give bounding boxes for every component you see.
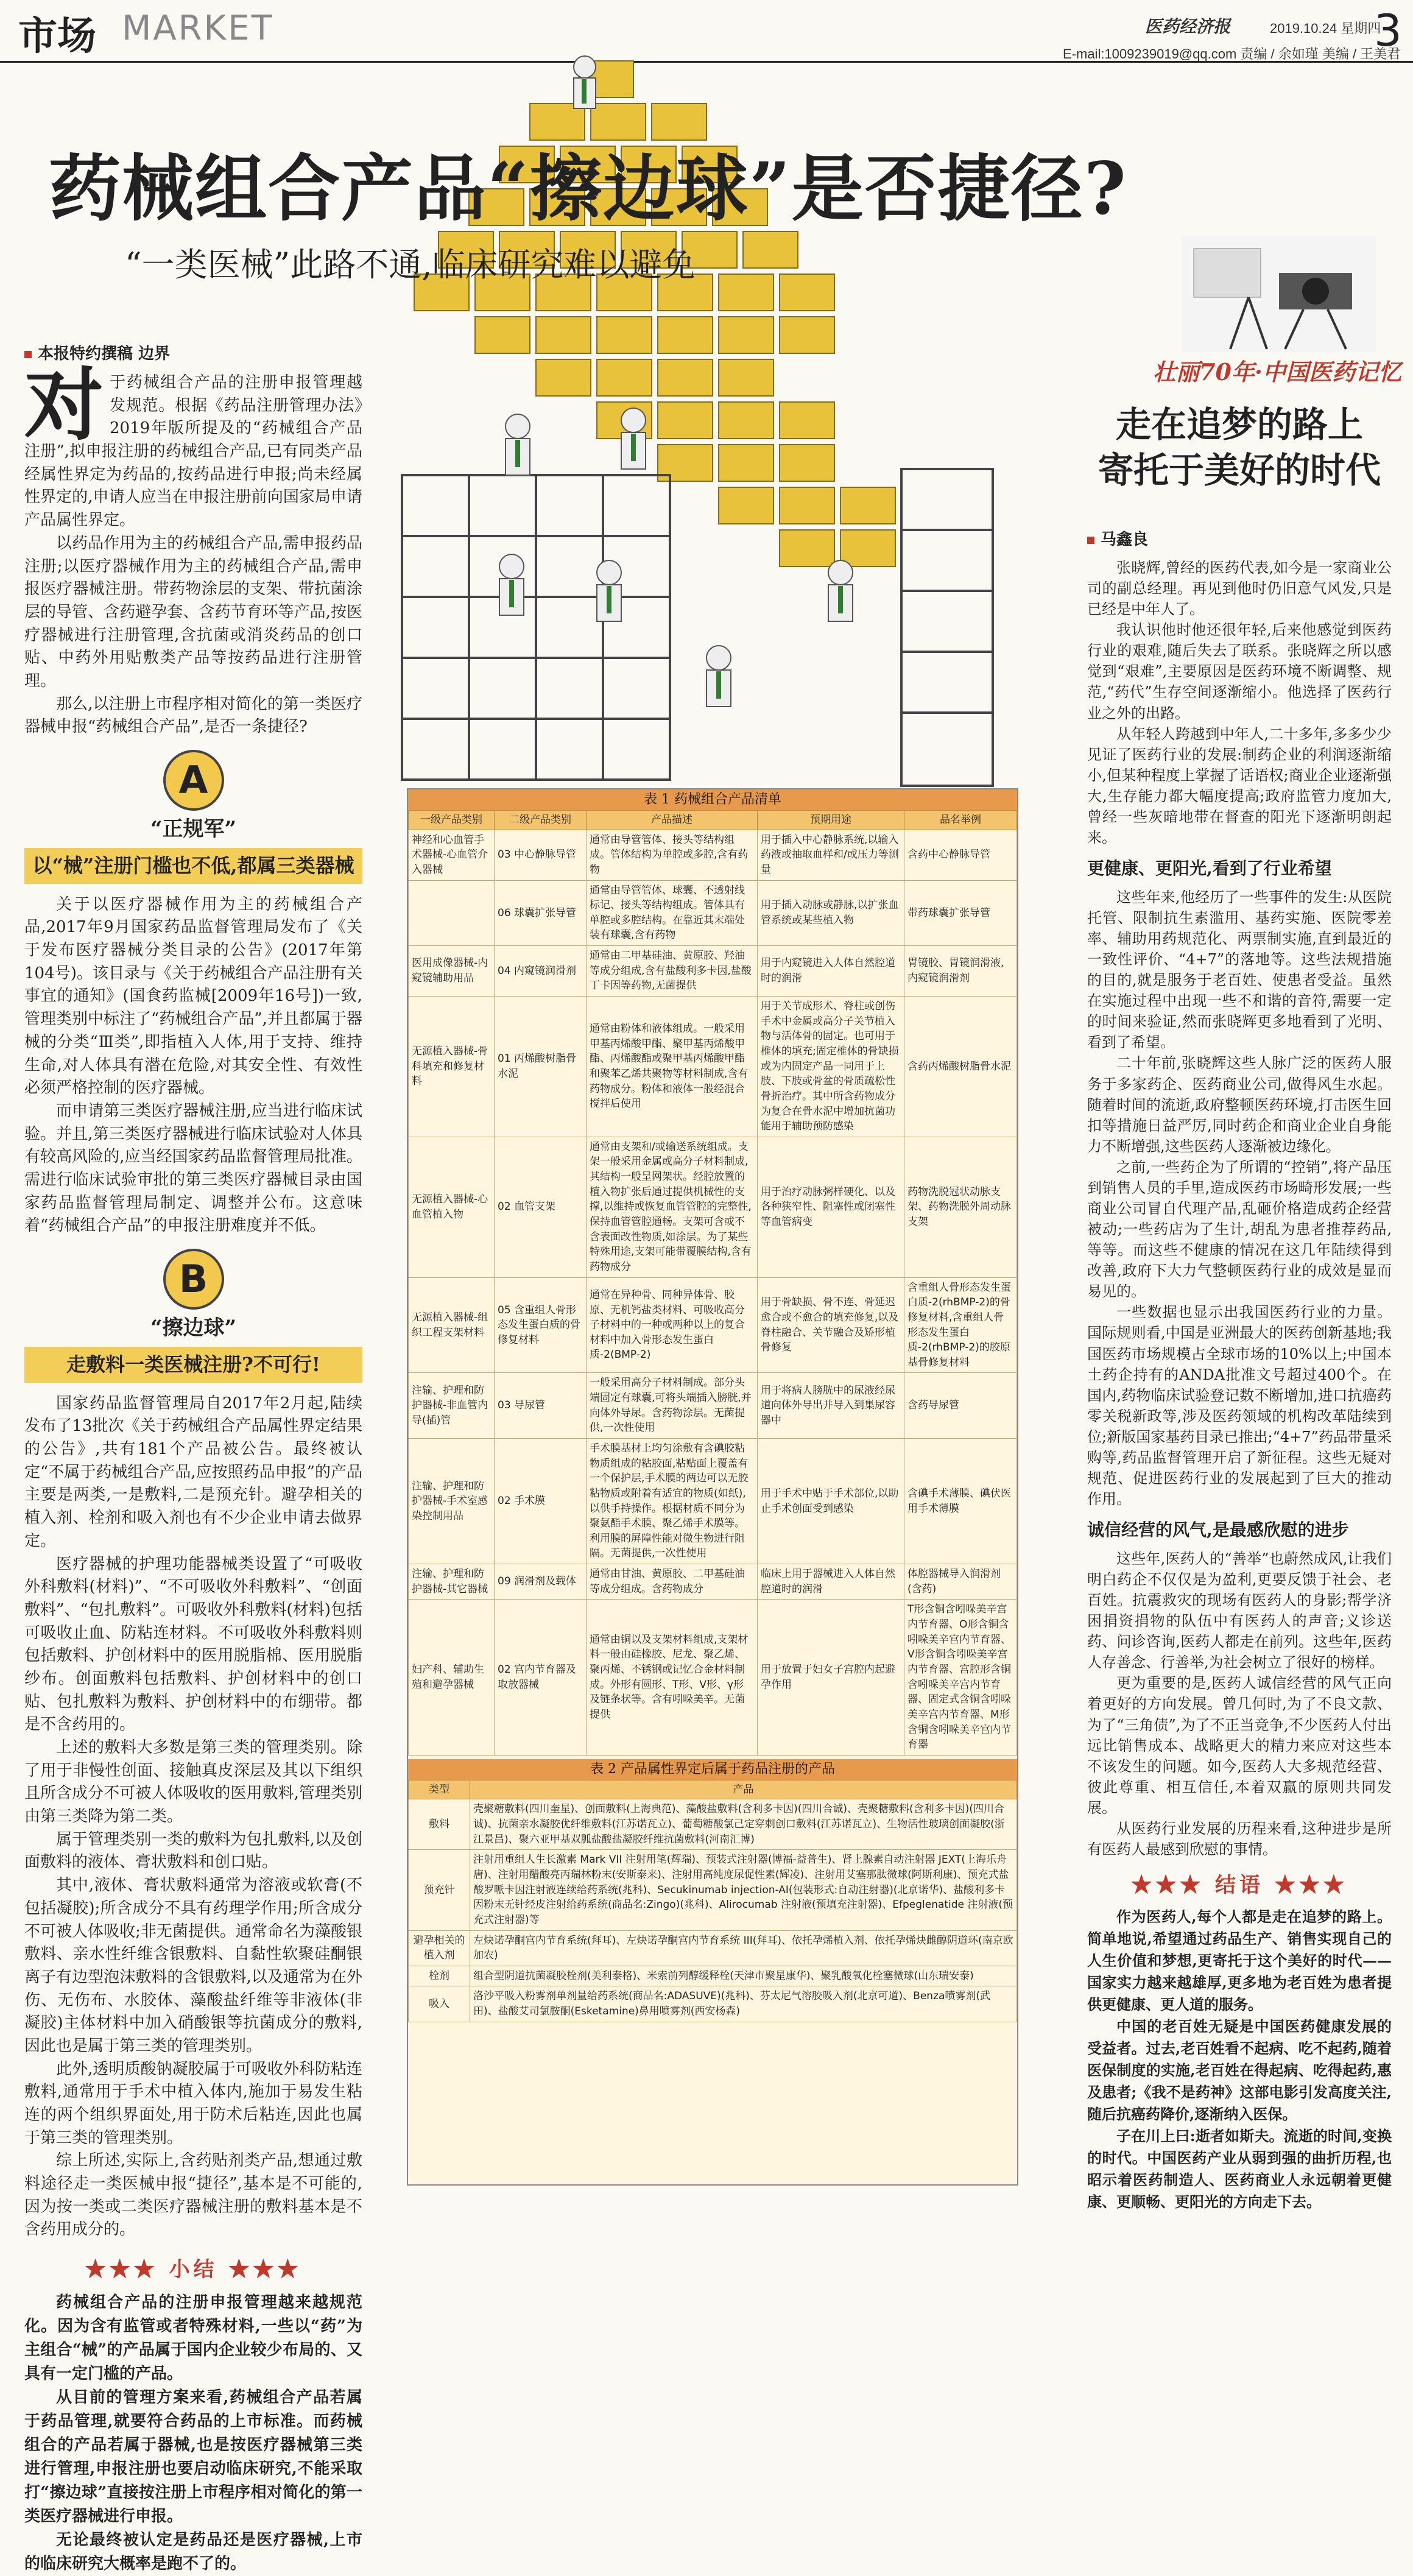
right-paragraph: 张晓辉,曾经的医药代表,如今是一家商业公司的副总经理。再见到他时仍旧意气风发,只是已经是中年人了。 — [1087, 559, 1392, 618]
right-paragraph: 从医药行业发展的历程来看,这种进步是所有医药人最感到欣慰的事情。 — [1087, 1819, 1392, 1858]
table-cell: 用于插入动脉或静脉,以扩张血管系统或某些植入物 — [758, 880, 904, 946]
table-row — [409, 1600, 1017, 1755]
right-paragraph: 一些数据也显示出我国医药行业的力量。国际规则看,中国是亚洲最大的医药创新基地;我国医药市场规模占全球市场的10%以上;中国本土药企持有的ANDA批准文号超过400个。在国内,药物临床试验登记数不断增加,进口抗癌药零关税新政等,涉及医药领域的机构改革陆续到位;新版国家基药目录已推出;“4+7”药品带量采购等,药品监督管理开启了新征程。这些无疑对规范、促进医药行业的发展起到了巨大的推动作用。 — [1087, 1304, 1392, 1508]
summary-paragraph: 无论最终被认定是药品还是医疗器械,上市的临床研究大概率是跑不了的。 — [24, 2531, 362, 2574]
table-cell: 通常由导管管体、球囊、不透射线标记、接头等结构组成。管体具有单腔或多腔结构。在靠近其末端处装有球囊,含有药物 — [587, 880, 758, 946]
table-cell — [409, 880, 495, 946]
table-cell: 03 导尿管 — [495, 1373, 587, 1439]
section-b-badge: B — [163, 1249, 224, 1310]
table-cell: 02 宫内节育器及取放器械 — [495, 1600, 587, 1755]
table-cell: 含药导尿管 — [904, 1373, 1017, 1439]
table-cell: 用于放置于妇女子宫腔内起避孕作用 — [758, 1600, 904, 1755]
section-b-paragraph: 属于管理类别一类的敷料为包扎敷料,以及创面敷料的液体、膏状敷料和创口贴。 — [24, 1830, 362, 1872]
table-cell: 神经和心血管手术器械-心血管介入器械 — [409, 830, 495, 880]
table-cell: 临床上用于器械进入人体自然腔道时的润滑 — [758, 1564, 904, 1600]
table-cell: 06 球囊扩张导管 — [495, 880, 587, 946]
table-cell: 通常由粉体和液体组成。一般采用甲基丙烯酸甲酯、聚甲基丙烯酸甲酯、丙烯酸酯或聚甲基丙烯酸甲酯和聚苯乙烯共聚物等材料制成,含有药物成分。粉体和液体一般经混合搅拌后使用 — [587, 997, 758, 1137]
table-cell: 无源植入器械-心血管植入物 — [409, 1137, 495, 1277]
section-b-title: “擦边球” — [150, 1316, 237, 1340]
table-cell: 含碘手术薄膜、碘伏医用手术薄膜 — [904, 1438, 1017, 1564]
table-row — [409, 1277, 1017, 1373]
section-a-badge: A — [163, 750, 224, 811]
table-cell: 胃镜胶、胃镜润滑液,内窥镜润滑剂 — [904, 946, 1017, 997]
newspaper-name: 医药经济报 — [1145, 16, 1231, 37]
table-row — [409, 830, 1017, 880]
sub-headline: “一类医械”此路不通,临床研究难以避免 — [125, 245, 696, 284]
right-paragraph: 从年轻人跨越到中年人,二十多年,多多少少见证了医药行业的发展:制药企业的利润逐渐缩小,但某种程度上掌握了话语权;商业企业逐渐强大,生存能力都大幅度提高;政府监管力度加大,曾经一些灰暗地带在督查的阳光下逐渐明朗起来。 — [1087, 725, 1392, 847]
table-cell: 通常由甘油、黄原胶、二甲基硅油等成分组成。含药物成分 — [587, 1564, 758, 1600]
table-cell: 含药丙烯酸树脂骨水泥 — [904, 997, 1017, 1137]
section-b-paragraph: 此外,透明质酸钠凝胶属于可吸收外科防粘连敷料,通常用于手术中植入体内,施加于易发生粘连的两个组织界面处,用于防术后粘连,因此也属于第三类的管理类别。 — [24, 2059, 362, 2147]
table-cell: 02 手术膜 — [495, 1438, 587, 1564]
table-cell: 吸入 — [409, 1986, 470, 2022]
right-title-line: 寄托于美好的时代 — [1098, 450, 1381, 492]
table-cell: 无源植入器械-组织工程支架材料 — [409, 1277, 495, 1373]
table-row — [409, 997, 1017, 1137]
section-name: 市场 — [18, 14, 96, 59]
vintage-camera-photo — [1182, 236, 1376, 352]
table-cell: 通常在异种骨、同种异体骨、胶原、无机钙盐类材料、可吸收高分子材料中的一种或两种以上的复合材料中加入骨形态发生蛋白质-2(BMP-2) — [587, 1277, 758, 1373]
byline: 本报特约撰稿 边界 — [24, 341, 170, 364]
table1-title: 表 1 药械组合产品清单 — [408, 789, 1017, 810]
column-header: 二级产品类别 — [495, 811, 587, 830]
table-row — [409, 1373, 1017, 1439]
table-row — [409, 1137, 1017, 1277]
table-cell: 注输、护理和防护器械-手术室感染控制用品 — [409, 1438, 495, 1564]
ending-title: ★★★ 结语 ★★★ — [1131, 1873, 1348, 1898]
table-cell: 通常由二甲基硅油、黄原胶、羟油等成分组成,含有盐酸利多卡因,盐酸丁卡因等药物,无菌提供 — [587, 946, 758, 997]
intro-paragraph-2: 以药品作用为主的药械组合产品,需申报药品注册;以医疗器械作用为主的药械组合产品,需申报医疗器械注册。带药物涂层的支架、带抗菌涂层的导管、含药避孕套、含药节育环等产品,按医疗器械进行注册管理,含抗菌或消炎药品的创口贴、中药外用贴敷类产品等按药品进行注册管理。 — [24, 534, 362, 690]
table-cell: 壳聚糖敷料(四川奎星)、创面敷料(上海典范)、藻酸盐敷料(含利多卡因)(四川合诚)、壳聚糖敷料(含利多卡因)(四川合诚)、抗菌亲水凝胶优纤维敷料(江苏诺瓦立)、葡萄糖酸氯己定穿刺创口敷料(江苏诺瓦立)、生物活性玻璃创面凝胶(浙江景昌)、聚六亚甲基双胍盐酸盐凝胶纤维抗菌敷料(河南汇博) — [470, 1799, 1017, 1850]
right-paragraph: 这些年来,他经历了一些事件的发生:从医院托管、限制抗生素滥用、基药实施、医院零差率、辅助用药规范化、两票制实施,直到最近的一致性评价、“4+7”的落地等。这些法规措施的目的,就是服务于老百姓、使患者受益。虽然在实施过程中出现一些不和谐的音符,需要一定的时间来验证,然而张晓辉更多地看到了光明、看到了希望。 — [1087, 888, 1392, 1051]
column-header: 品名举例 — [904, 811, 1017, 830]
right-byline: 马鑫良 — [1087, 527, 1148, 549]
table-cell: 一般采用高分子材料制成。部分头端固定有球囊,可将头端插入膀胱,并向体外导尿。含药物涂层。无菌提供,一次性使用 — [587, 1373, 758, 1439]
column-header: 一级产品类别 — [409, 811, 495, 830]
section-a-banner: 以“械”注册门槛也不低,都属三类器械 — [24, 848, 362, 883]
table-cell: 用于内窥镜进入人体自然腔道时的润滑 — [758, 946, 904, 997]
table-row — [409, 1966, 1017, 1986]
table-cell: 09 润滑剂及载体 — [495, 1564, 587, 1600]
right-paragraph: 之前,一些药企为了所谓的“控销”,将产品压到销售人员的手里,造成医药市场畸形发展;一些商业公司冒自代理产品,乱砸价格造成药企经营被动;一些药店为了生计,胡乱为患者推荐药品,等等。而这些不健康的情况在这几年陆续得到改善,政府下大力气整顿医药行业的成效是显而易见的。 — [1087, 1158, 1392, 1300]
section-b-paragraph: 上述的敷料大多数是第三类的管理类别。除了用于非慢性创面、接触真皮深层及其以下组织且所含成分不可被人体吸收的医用敷料,管理类别由第三类降为第二类。 — [24, 1738, 362, 1826]
section-b-paragraph: 综上所述,实际上,含药贴剂类产品,想通过敷料途径走一类医械申报“捷径”,基本是不可能的,因为按一类或二类医疗器械注册的敷料基本是不含药用成分的。 — [24, 2151, 362, 2239]
section-b-paragraph: 医疗器械的护理功能器械类设置了“可吸收外科敷料(材料)”、“不可吸收外科敷料”、“创面敷料”、“包扎敷料”。可吸收外科敷料(材料)包括可吸收止血、防粘连材料。不可吸收外科敷料则包括敷料、护创材料中的医用脱脂棉、医用脱脂纱布。创面敷料包括敷料、护创材料中的创口贴、包扎敷料为敷料、护创材料中的布绷带。都是不含药用的。 — [24, 1554, 362, 1734]
right-title-line: 走在追梦的路上 — [1115, 404, 1363, 445]
table-cell: 05 含重组人骨形态发生蛋白质的骨修复材料 — [495, 1277, 587, 1373]
section-name-english: MARKET — [122, 9, 274, 48]
table-cell: T形含铜含吲哚美辛宫内节育器、O形含铜含吲哚美辛宫内节育器、V形含铜含吲哚美辛宫内节育器、宫腔形含铜含吲哚美辛宫内节育器、固定式含铜含吲哚美辛宫内节育器、M形含铜含吲哚美辛宫内节育器 — [904, 1600, 1017, 1755]
table-row — [409, 1930, 1017, 1966]
table-cell: 03 中心静脉导管 — [495, 830, 587, 880]
column-header: 类型 — [409, 1780, 470, 1799]
table-cell: 用于关节成形术、脊柱或创伤手术中金属或高分子关节植入物与活体骨的固定。也可用于椎体的填充;固定椎体的骨缺损或为内固定产品一同用于上肢、下肢或骨盆的骨质疏松性骨折治疗。其中所含药物成分为复合在骨水泥中增加抗菌功能用于辅助预防感染 — [758, 997, 904, 1137]
right-column — [1087, 557, 1392, 2213]
table2 — [408, 1780, 1017, 2022]
table-row — [409, 1799, 1017, 1850]
column-header: 产品描述 — [587, 811, 758, 830]
table-cell: 用于手术中贴于手术部位,以助止手术创面受到感染 — [758, 1438, 904, 1564]
table-cell: 用于插入中心静脉系统,以输入药液或抽取血样和/或压力等测量 — [758, 830, 904, 880]
summary-paragraph: 从目前的管理方案来看,药械组合产品若属于药品管理,就要符合药品的上市标准。而药械组合的产品若属于器械,也是按医疗器械第三类进行管理,申报注册也要启动临床研究,不能采取打“擦边球”直接按注册上市程序相对简化的第一类医疗器械进行申报。 — [24, 2388, 362, 2526]
table1 — [408, 810, 1017, 1756]
table-cell: 带药球囊扩张导管 — [904, 880, 1017, 946]
issue-date: 2019.10.24 星期四 — [1270, 21, 1381, 36]
table-cell: 体腔器械导入润滑剂(含药) — [904, 1564, 1017, 1600]
table-cell: 含重组人骨形态发生蛋白质-2(rhBMP-2)的骨修复材料,含重组人骨形态发生蛋白质-2(rhBMP-2)的胶原基骨修复材料 — [904, 1277, 1017, 1373]
left-column — [24, 358, 362, 2576]
table-cell: 药物洗脱冠状动脉支架、药物洗脱外周动脉支架 — [904, 1137, 1017, 1277]
table-cell: 用于治疗动脉粥样硬化、以及各种狭窄性、阻塞性或闭塞性等血管病变 — [758, 1137, 904, 1277]
ending-paragraph: 作为医药人,每个人都是走在追梦的路上。简单地说,希望通过药品生产、销售实现自己的人生价值和梦想,更寄托于这个美好的时代——国家实力越来越雄厚,更多地为老百姓为患者提供更健康、更人道的服务。 — [1087, 1908, 1392, 2014]
section-b-banner: 走敷料一类医械注册?不可行! — [24, 1347, 362, 1382]
table-cell: 通常由支架和/或输送系统组成。支架一般采用金属或高分子材料制成,其结构一般呈网架状。经腔放置的植入物扩张后通过提供机械性的支撑,以维持或恢复血管管腔的完整性,保持血管管腔通畅。支架可含或不含表面改性物质,如涂层。为了某些特殊用途,支架可能带覆膜结构,含有药物成分 — [587, 1137, 758, 1277]
table-row — [409, 880, 1017, 946]
table-cell: 左炔诺孕酮宫内节育系统(拜耳)、左炔诺孕酮宫内节育系统 III(拜耳)、依托孕烯植入剂、依托孕烯炔雌醇阴道环(南京欧加农) — [470, 1930, 1017, 1966]
right-paragraph: 二十年前,张晓辉这些人脉广泛的医药人服务于多家药企、医药商业公司,做得风生水起。随着时间的流逝,政府整顿医药环境,打击医生回扣等措施日益严厉,同时药企和商业企业自身能力不断增强,这些医药人逐渐被边缘化。 — [1087, 1054, 1392, 1155]
section-b-paragraph: 其中,液体、膏状敷料通常为溶液或软膏(不包括凝胶);所含成分不具有药理学作用;所含成分不可被人体吸收;非无菌提供。通常命名为藻酸银敷料、亲水性纤维含银敷料、自黏性软聚硅酮银离子有边型泡沫敷料的含银敷料,以及通常为在外伤、无伤布、水胶体、藻酸盐纤维等非液体(非凝胶)主体材料中加入硝酸银等抗菌成分的敷料,因此也是属于第三类的管理类别。 — [24, 1876, 362, 2055]
table-cell: 妇产科、辅助生殖和避孕器械 — [409, 1600, 495, 1755]
table-cell: 避孕相关的植入剂 — [409, 1930, 470, 1966]
table-cell: 洛沙平吸入粉雾剂单剂量给药系统(商品名:ADASUVE)(兆科)、芬太尼气溶胶吸入剂(北京可道)、Benza喷雾剂(武田)、盐酸艾司氯胺酮(Esketamine)鼻用喷雾剂(西安杨森) — [470, 1986, 1017, 2022]
main-headline: 药械组合产品“擦边球”是否捷径? — [49, 146, 1127, 231]
ending-paragraph: 中国的老百姓无疑是中国医药健康发展的受益者。过去,老百姓看不起病、吃不起药,随着医保制度的实施,老百姓在得起病、吃得起药,惠及患者;《我不是药神》这部电影引发高度关注,随后抗癌药降价,逐渐纳入医保。 — [1087, 2017, 1392, 2123]
ending-box — [1087, 1906, 1392, 2213]
intro-paragraph-1: 对于药械组合产品的注册申报管理越发规范。根据《药品注册管理办法》2019年版所提及的“药械组合产品注册”,拟申报注册的药械组合产品,已有同类产品经属性界定为药品的,按药品进行申报;尚未经属性界定的,申请人应当在申报注册前向国家局申请产品属性界定。 — [24, 358, 362, 530]
drop-cap: 对 — [24, 358, 104, 451]
table-cell: 医用成像器械-内窥镜辅助用品 — [409, 946, 495, 997]
table-cell: 01 丙烯酸树脂骨水泥 — [495, 997, 587, 1137]
table-cell: 02 血管支架 — [495, 1137, 587, 1277]
table-cell: 注射用重组人生长激素 Mark VII 注射用笔(辉瑞)、预装式注射器(博福-益普生)、肾上腺素自动注射器 JEXT(上海乐舟唐)、注射用醋酸亮丙瑞林粉末(安斯泰来)、注射用高纯度尿促性素(辉凌)、注射用艾塞那肽微球(阿斯利康)、预充式盐酸罗哌卡因注射液连续给药系统(兆科)、Secukinumab injection-AI(包装形式:自动注射器)(北京诺华)、盐酸利多卡因粉末无针经皮注射给药系统(商品名:Zingo)(兆科)、Alirocumab 注射液(预填充注射器)、Efpeglenatide 注射液(预充式注射器)等 — [470, 1850, 1017, 1930]
right-paragraph: 更为重要的是,医药人诚信经营的风气正向着更好的方向发展。曾几何时,为了不良文款、为了“三角债”,为了不正当竞争,不少医药人付出远比销售成本、战略更大的精力来应对这些本不该发生的问题。如今,医药人大多规范经营、彼此尊重、相互信任,本着双赢的原则共同发展。 — [1087, 1674, 1392, 1816]
table-cell: 含药中心静脉导管 — [904, 830, 1017, 880]
column-header: 产品 — [470, 1780, 1017, 1799]
table-row — [409, 946, 1017, 997]
table-cell: 注输、护理和防护器械-其它器械 — [409, 1564, 495, 1600]
page-number: 3 — [1374, 5, 1402, 56]
summary-title: ★★★ 小结 ★★★ — [85, 2257, 302, 2282]
table-cell: 04 内窥镜润滑剂 — [495, 946, 587, 997]
table-cell: 注输、护理和防护器械-非血管内导(插)管 — [409, 1373, 495, 1439]
intro-paragraph-3: 那么,以注册上市程序相对简化的第一类医疗器械申报“药械组合产品”,是否一条捷径? — [24, 694, 362, 736]
section-a-paragraph: 关于以医疗器械作用为主的药械组合产品,2017年9月国家药品监督管理局发布了《关于发布医疗器械分类目录的公告》(2017年第104号)。该目录与《关于药械组合产品注册有关事宜的通知》(国食药监械[2009年16号])一致,管理类别中标注了“药械组合产品”,并且都属于器械的分类“Ⅲ类”,即指植入人体,用于支持、维持生命,对人体具有潜在危险,对其安全性、有效性必须严格控制的医疗器械。 — [24, 895, 362, 1098]
right-article-title — [1087, 402, 1392, 494]
table-cell: 敷料 — [409, 1799, 470, 1850]
table-cell: 无源植入器械-骨科填充和修复材料 — [409, 997, 495, 1137]
editor-contact: E-mail:1009239019@qq.com 责编 / 余如瑾 美编 / 王美君 — [1063, 46, 1401, 62]
right-paragraph: 我认识他时他还很年轻,后来他感觉到医药行业的艰难,随后失去了联系。张晓辉之所以感觉到“艰难”,主要原因是医药环境不断调整、规范,“药代”生存空间逐渐缩小。他选择了医药行业之外的出路。 — [1087, 621, 1392, 722]
table1-header-row — [409, 811, 1017, 830]
table-cell: 用于骨缺损、骨不连、骨延迟愈合或不愈合的填充修复,以及脊柱融合、关节融合及矫形植骨修复 — [758, 1277, 904, 1373]
summary-paragraph: 药械组合产品的注册申报管理越来越规范化。因为含有监管或者特殊材料,一些以“药”为主组合“械”的产品属于国内企业较少布局的、又具有一定门槛的产品。 — [24, 2293, 362, 2384]
table-cell: 栓剂 — [409, 1966, 470, 1986]
table-row — [409, 1438, 1017, 1564]
table-cell: 手术膜基材上均匀涂敷有含碘胶粘物质组成的粘胶面,粘贴面上覆盖有一个保护层,手术膜的两边可以无胶粘物质或附着有适宜的物质(如纸),以供手持操作。根据材质不同分为聚氨酯手术膜、聚乙烯手术膜等。利用膜的屏障性能对微生物进行阻隔。无菌提供,一次性使用 — [587, 1438, 758, 1564]
table2-header-row — [409, 1780, 1017, 1799]
table-row — [409, 1986, 1017, 2022]
summary-box — [24, 2291, 362, 2576]
table-cell: 组合型阴道抗菌凝胶栓剂(美利泰格)、米索前列醇缓释栓(天津市聚星康华)、聚乳酸氧化栓塞微球(山东瑞安泰) — [470, 1966, 1017, 1986]
column-header: 预期用途 — [758, 811, 904, 830]
right-subheading: 更健康、更阳光,看到了行业希望 — [1087, 858, 1332, 879]
section-b-paragraph: 国家药品监督管理局自2017年2月起,陆续发布了13批次《关于药械组合产品属性界定结果的公告》,共有181个产品被公告。最终被认定“不属于药械组合产品,应按照药品申报”的产品主要是两类,一是敷料,二是预充针。避孕相关的植入剂、栓剂和吸入剂也有不少企业申请去做界定。 — [24, 1394, 362, 1550]
ending-paragraph: 子在川上曰:逝者如斯夫。流逝的时间,变换的时代。中国医药产业从弱到强的曲折历程,也昭示着医药制造人、医药商业人永远朝着更健康、更顺畅、更阳光的方向走下去。 — [1087, 2127, 1392, 2211]
series-tag: 壮丽70年·中国医药记忆 — [1153, 358, 1402, 386]
right-paragraph: 这些年,医药人的“善举”也蔚然成风,让我们明白药企不仅仅是为盈利,更要反馈于社会、老百姓。抗震救灾的现场有医药人的身影;帮学济困捐资捐物的队伍中有医药人的声音;义诊送药、问诊咨询,医药人都走在前列。这些年,医药人存善念、行善举,为社会树立了很好的榜样。 — [1087, 1550, 1392, 1671]
tables-panel — [407, 788, 1018, 2186]
table-row — [409, 1850, 1017, 1930]
table-cell: 预充针 — [409, 1850, 470, 1930]
table2-title: 表 2 产品属性界定后属于药品注册的产品 — [408, 1759, 1017, 1780]
table-row — [409, 1564, 1017, 1600]
right-subheading: 诚信经营的风气,是最感欣慰的进步 — [1087, 1520, 1349, 1540]
table-cell: 通常由导管管体、接头等结构组成。管体结构为单腔或多腔,含有药物 — [587, 830, 758, 880]
table-cell: 通常由铜以及支架材料组成,支架材料一般由硅橡胶、尼龙、聚乙烯、聚丙烯、不锈钢或记忆合金材料制成。外形有圆形、T形、V形、γ形及链条状等。含有吲哚美辛。无菌提供 — [587, 1600, 758, 1755]
section-a-title: “正规军” — [150, 817, 237, 841]
table-cell: 用于将病人膀胱中的尿液经尿道向体外导出并导入到集尿容器中 — [758, 1373, 904, 1439]
section-a-paragraph: 而申请第三类医疗器械注册,应当进行临床试验。并且,第三类医疗器械进行临床试验对人体具有较高风险的,应当经国家药品监督管理局批准。需进行临床试验审批的第三类医疗器械目录由国家药品监督管理局制定、调整并公布。这意味着“药械组合产品”的申报注册难度并不低。 — [24, 1101, 362, 1235]
